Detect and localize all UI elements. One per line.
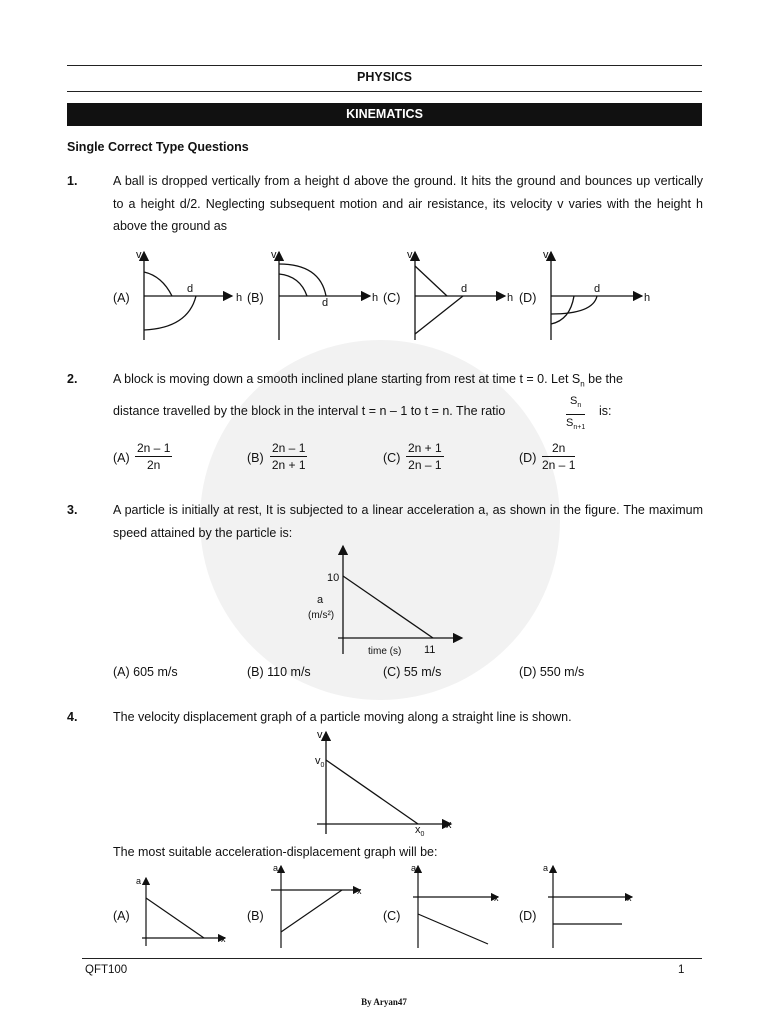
axis-label-a: a <box>411 863 417 873</box>
option-b[interactable]: (B) 110 m/s <box>247 665 311 679</box>
option-b[interactable]: (B) <box>247 291 264 305</box>
option-c[interactable]: (C) <box>383 291 401 305</box>
question-subtext: The most suitable acceleration-displacement graph will be: <box>113 845 438 859</box>
option-d[interactable]: (D) <box>519 909 537 923</box>
y-tick: 10 <box>327 572 340 584</box>
axis-label-v: v <box>271 249 277 261</box>
axis-label-x: x <box>357 886 362 896</box>
x-axis-label: time (s) <box>368 646 402 657</box>
axis-label-v: v <box>136 249 142 261</box>
axis-label-a: a <box>543 863 549 873</box>
page-number: 1 <box>678 964 685 976</box>
option-a[interactable]: (A) 605 m/s <box>113 665 178 679</box>
axis-label-x: x <box>221 934 226 944</box>
option-c[interactable]: (C) <box>383 451 401 465</box>
axis-label-h: h <box>507 292 514 304</box>
acceleration-time-graph <box>300 542 470 660</box>
axis-label-a: a <box>136 876 142 886</box>
question-number: 3. <box>67 503 78 517</box>
option-c[interactable]: (C) 55 m/s <box>383 665 442 679</box>
footer-rule <box>82 958 702 959</box>
label-d: d <box>461 283 468 295</box>
option-c-fraction: $\frac{2n + 1}{2n - 1}$ <box>408 441 442 472</box>
question-number: 2. <box>67 372 78 386</box>
footer-code: QFT100 <box>85 964 128 976</box>
label-d: d <box>594 283 601 295</box>
option-b-fraction: $\frac{2n - 1}{2n + 1}$ <box>271 441 306 472</box>
question-text: The velocity displacement graph of a particle moving along a straight line is shown. <box>113 710 572 724</box>
question-text: A ball is dropped vertically from a height d above the ground. It hits the ground and bounces up vertically to a height d/2. Neglecting subsequent motion and air resistance, its velocity v varies with the height h above the ground as <box>113 174 703 233</box>
axis-label-v: v <box>317 729 323 741</box>
option-b[interactable]: (B) <box>247 451 264 465</box>
top-rule <box>67 65 702 66</box>
question-text: A particle is initially at rest, It is subjected to a linear acceleration a, as shown in the figure. The maximum speed attained by the particle is: <box>113 503 703 540</box>
option-d[interactable]: (D) <box>519 451 537 465</box>
axis-label-x: x <box>446 819 452 831</box>
axis-label-v: v <box>543 249 549 261</box>
option-d[interactable]: (D) 550 m/s <box>519 665 585 679</box>
axis-label-x: x <box>494 893 499 903</box>
axis-label-h: h <box>372 292 379 304</box>
option-a[interactable]: (A) <box>113 291 130 305</box>
option-b[interactable]: (B) <box>247 909 264 923</box>
option-a[interactable]: (A) <box>113 451 130 465</box>
question-text: A block is moving down a smooth inclined plane starting from rest at time t = 0. Let $S_n$ be the <box>113 372 623 389</box>
ratio-fraction: $\frac{S_n}{S_{n+1}}$ <box>566 395 586 432</box>
axis-label-x: x <box>627 893 632 903</box>
x-tick: 11 <box>424 644 436 656</box>
subject-title: PHYSICS <box>357 70 412 84</box>
label-d: d <box>322 297 329 309</box>
velocity-displacement-graph <box>305 728 465 838</box>
axis-label-h: h <box>644 292 651 304</box>
axis-label-h: h <box>236 292 243 304</box>
label-d: d <box>187 283 194 295</box>
chapter-title: KINEMATICS <box>67 103 702 126</box>
option-a-fraction: $\frac{2n - 1}{2n}$ <box>137 441 171 472</box>
option-d-fraction: $\frac{2n}{2n - 1}$ <box>542 441 576 472</box>
credit-text: By Aryan47 <box>361 997 407 1007</box>
subject-rule <box>67 91 702 92</box>
section-title: Single Correct Type Questions <box>67 140 249 154</box>
axis-label-a: a <box>273 863 279 873</box>
label-v0: $v_0$ <box>315 755 325 769</box>
question-number: 1. <box>67 174 78 188</box>
question-number: 4. <box>67 710 78 724</box>
option-d[interactable]: (D) <box>519 291 537 305</box>
question-text-end: is: <box>599 404 612 418</box>
axis-label-v: v <box>407 249 413 261</box>
y-axis-label: a <box>317 594 324 606</box>
q4-option-graphs <box>130 862 640 952</box>
y-axis-unit: (m/s²) <box>308 610 335 621</box>
label-x0: $x_0$ <box>415 824 425 838</box>
option-c[interactable]: (C) <box>383 909 401 923</box>
question-text: distance travelled by the block in the interval t = n – 1 to t = n. The ratio <box>113 404 506 418</box>
option-a[interactable]: (A) <box>113 909 130 923</box>
